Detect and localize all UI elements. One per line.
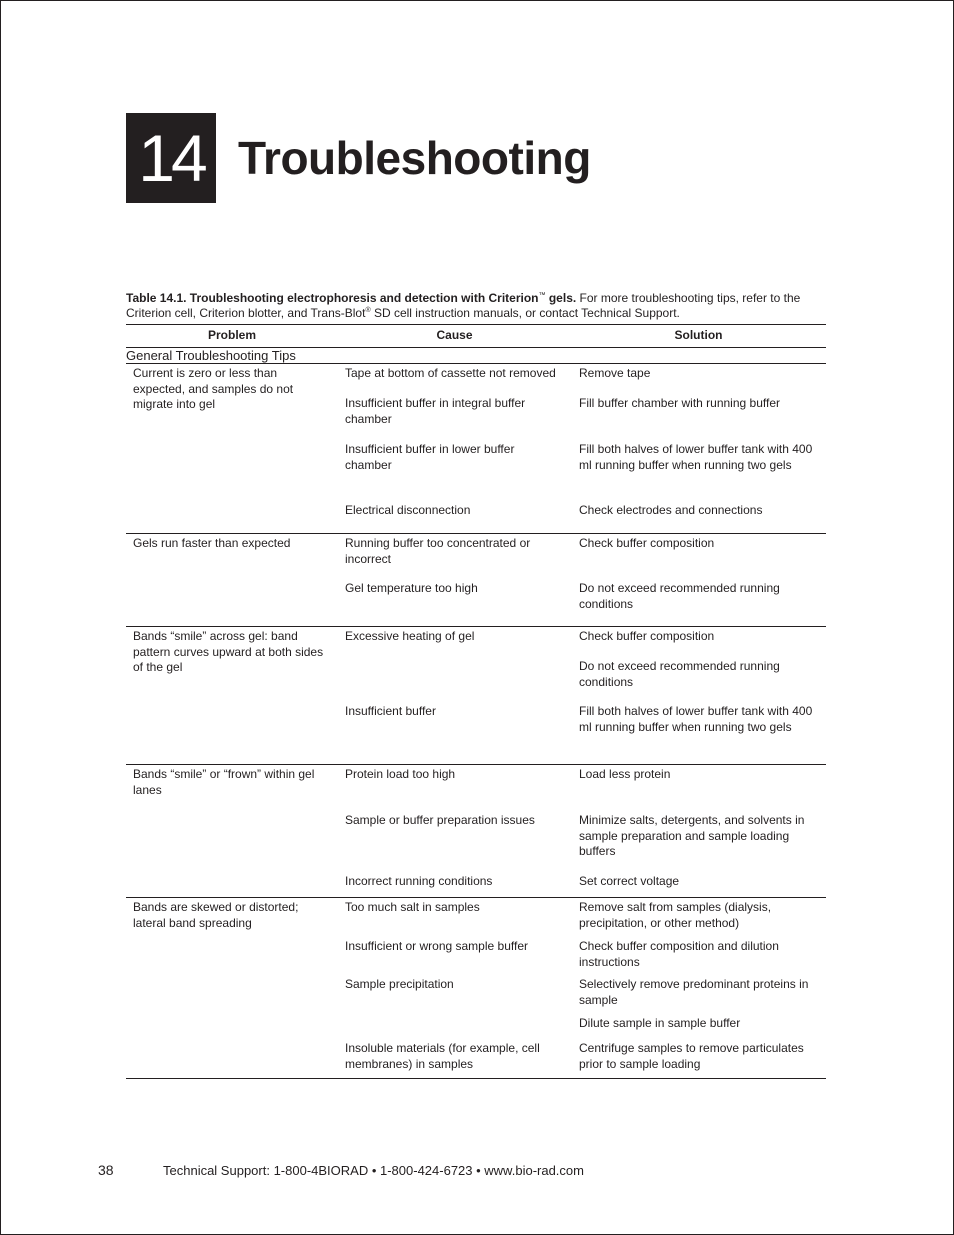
- problem-cell: Current is zero or less than expected, and samples do not migrate into gel: [133, 366, 294, 411]
- page-number: 38: [98, 1162, 114, 1178]
- cause-text: Gel temperature too high: [345, 581, 478, 595]
- caption-bold-2: gels.: [545, 291, 577, 305]
- solution-text: Check electrodes and connections: [579, 503, 763, 517]
- cause-text: [345, 659, 563, 704]
- cause-text: Insoluble materials (for example, cell membranes) in samples: [345, 1041, 540, 1071]
- solution-text: Check buffer composition: [579, 536, 715, 550]
- troubleshooting-table: [126, 324, 826, 1079]
- table-row: [126, 627, 826, 765]
- cause-cell: [338, 627, 571, 765]
- caption-text-1: For more troubleshooting tips, refer to the Criterion cell, Criterion blotter, and Trans-Blot: [126, 291, 801, 320]
- solution-text: Check buffer composition: [579, 629, 715, 643]
- table-row: [126, 534, 826, 627]
- solution-text: Do not exceed recommended running conditions: [579, 659, 780, 689]
- section-row: [126, 347, 826, 364]
- solution-cell: [571, 534, 826, 627]
- solution-cell: [571, 765, 826, 898]
- problem-cell: Bands “smile” across gel: band pattern curves upward at both sides of the gel: [133, 629, 324, 674]
- section-title: General Troubleshooting Tips: [126, 347, 826, 364]
- cause-cell: [338, 765, 571, 898]
- table-caption: [126, 291, 826, 321]
- solution-text: Do not exceed recommended running conditions: [579, 581, 780, 611]
- solution-text: Dilute sample in sample buffer: [579, 1016, 741, 1030]
- cause-cell: [338, 364, 571, 534]
- cause-text: Insufficient buffer: [345, 704, 436, 718]
- cause-text: Too much salt in samples: [345, 900, 480, 914]
- header-problem: Problem: [126, 325, 338, 348]
- cause-text: Insufficient or wrong sample buffer: [345, 939, 528, 953]
- cause-text: Excessive heating of gel: [345, 629, 475, 643]
- solution-text: Remove salt from samples (dialysis, precipitation, or other method): [579, 900, 772, 930]
- problem-cell: Gels run faster than expected: [133, 536, 291, 550]
- solution-text: Minimize salts, detergents, and solvents in sample preparation and sample loading buffers: [579, 813, 805, 858]
- solution-text: Selectively remove predominant proteins in sample: [579, 977, 809, 1007]
- cause-text: Running buffer too concentrated or incorrect: [345, 536, 531, 566]
- cause-text: Sample precipitation: [345, 977, 454, 991]
- cause-text: Insufficient buffer in integral buffer chamber: [345, 396, 526, 426]
- cause-cell: [338, 534, 571, 627]
- table-row: [126, 765, 826, 898]
- solution-text: Remove tape: [579, 366, 651, 380]
- cause-text: [345, 1016, 563, 1041]
- cause-text: Tape at bottom of cassette not removed: [345, 366, 556, 380]
- solution-text: Set correct voltage: [579, 874, 680, 888]
- solution-cell: [571, 627, 826, 765]
- solution-text: Check buffer composition and dilution instructions: [579, 939, 779, 969]
- cause-text: Incorrect running conditions: [345, 874, 493, 888]
- header-solution: Solution: [571, 325, 826, 348]
- table-header-row: [126, 325, 826, 348]
- solution-text: Fill buffer chamber with running buffer: [579, 396, 780, 410]
- footer-contact: Technical Support: 1-800-4BIORAD • 1-800-424-6723 • www.bio-rad.com: [163, 1163, 584, 1178]
- cause-text: Protein load too high: [345, 767, 456, 781]
- header-cause: Cause: [338, 325, 571, 348]
- solution-cell: [571, 898, 826, 1079]
- solution-text: Fill both halves of lower buffer tank with 400 ml running buffer when running two gels: [579, 442, 813, 472]
- caption-tm: ™: [538, 292, 546, 299]
- cause-cell: [338, 898, 571, 1079]
- chapter-number-box: 14: [126, 113, 216, 203]
- cause-text: Insufficient buffer in lower buffer chamber: [345, 442, 515, 472]
- caption-reg: ®: [365, 307, 371, 314]
- chapter-title: Troubleshooting: [238, 132, 591, 184]
- solution-text: Fill both halves of lower buffer tank with 400 ml running buffer when running two gels: [579, 704, 813, 734]
- cause-text: Electrical disconnection: [345, 503, 471, 517]
- problem-cell: Bands are skewed or distorted; lateral band spreading: [133, 900, 299, 930]
- table-row: [126, 898, 826, 1079]
- solution-cell: [571, 364, 826, 534]
- problem-cell: Bands “smile” or “frown” within gel lanes: [133, 767, 315, 797]
- cause-text: Sample or buffer preparation issues: [345, 813, 535, 827]
- solution-text: Centrifuge samples to remove particulates prior to sample loading: [579, 1041, 804, 1071]
- table-row: [126, 364, 826, 534]
- solution-text: Load less protein: [579, 767, 671, 781]
- caption-text-2: SD cell instruction manuals, or contact Technical Support.: [370, 306, 680, 320]
- caption-bold-1: Table 14.1. Troubleshooting electrophoresis and detection with Criterion: [126, 291, 539, 305]
